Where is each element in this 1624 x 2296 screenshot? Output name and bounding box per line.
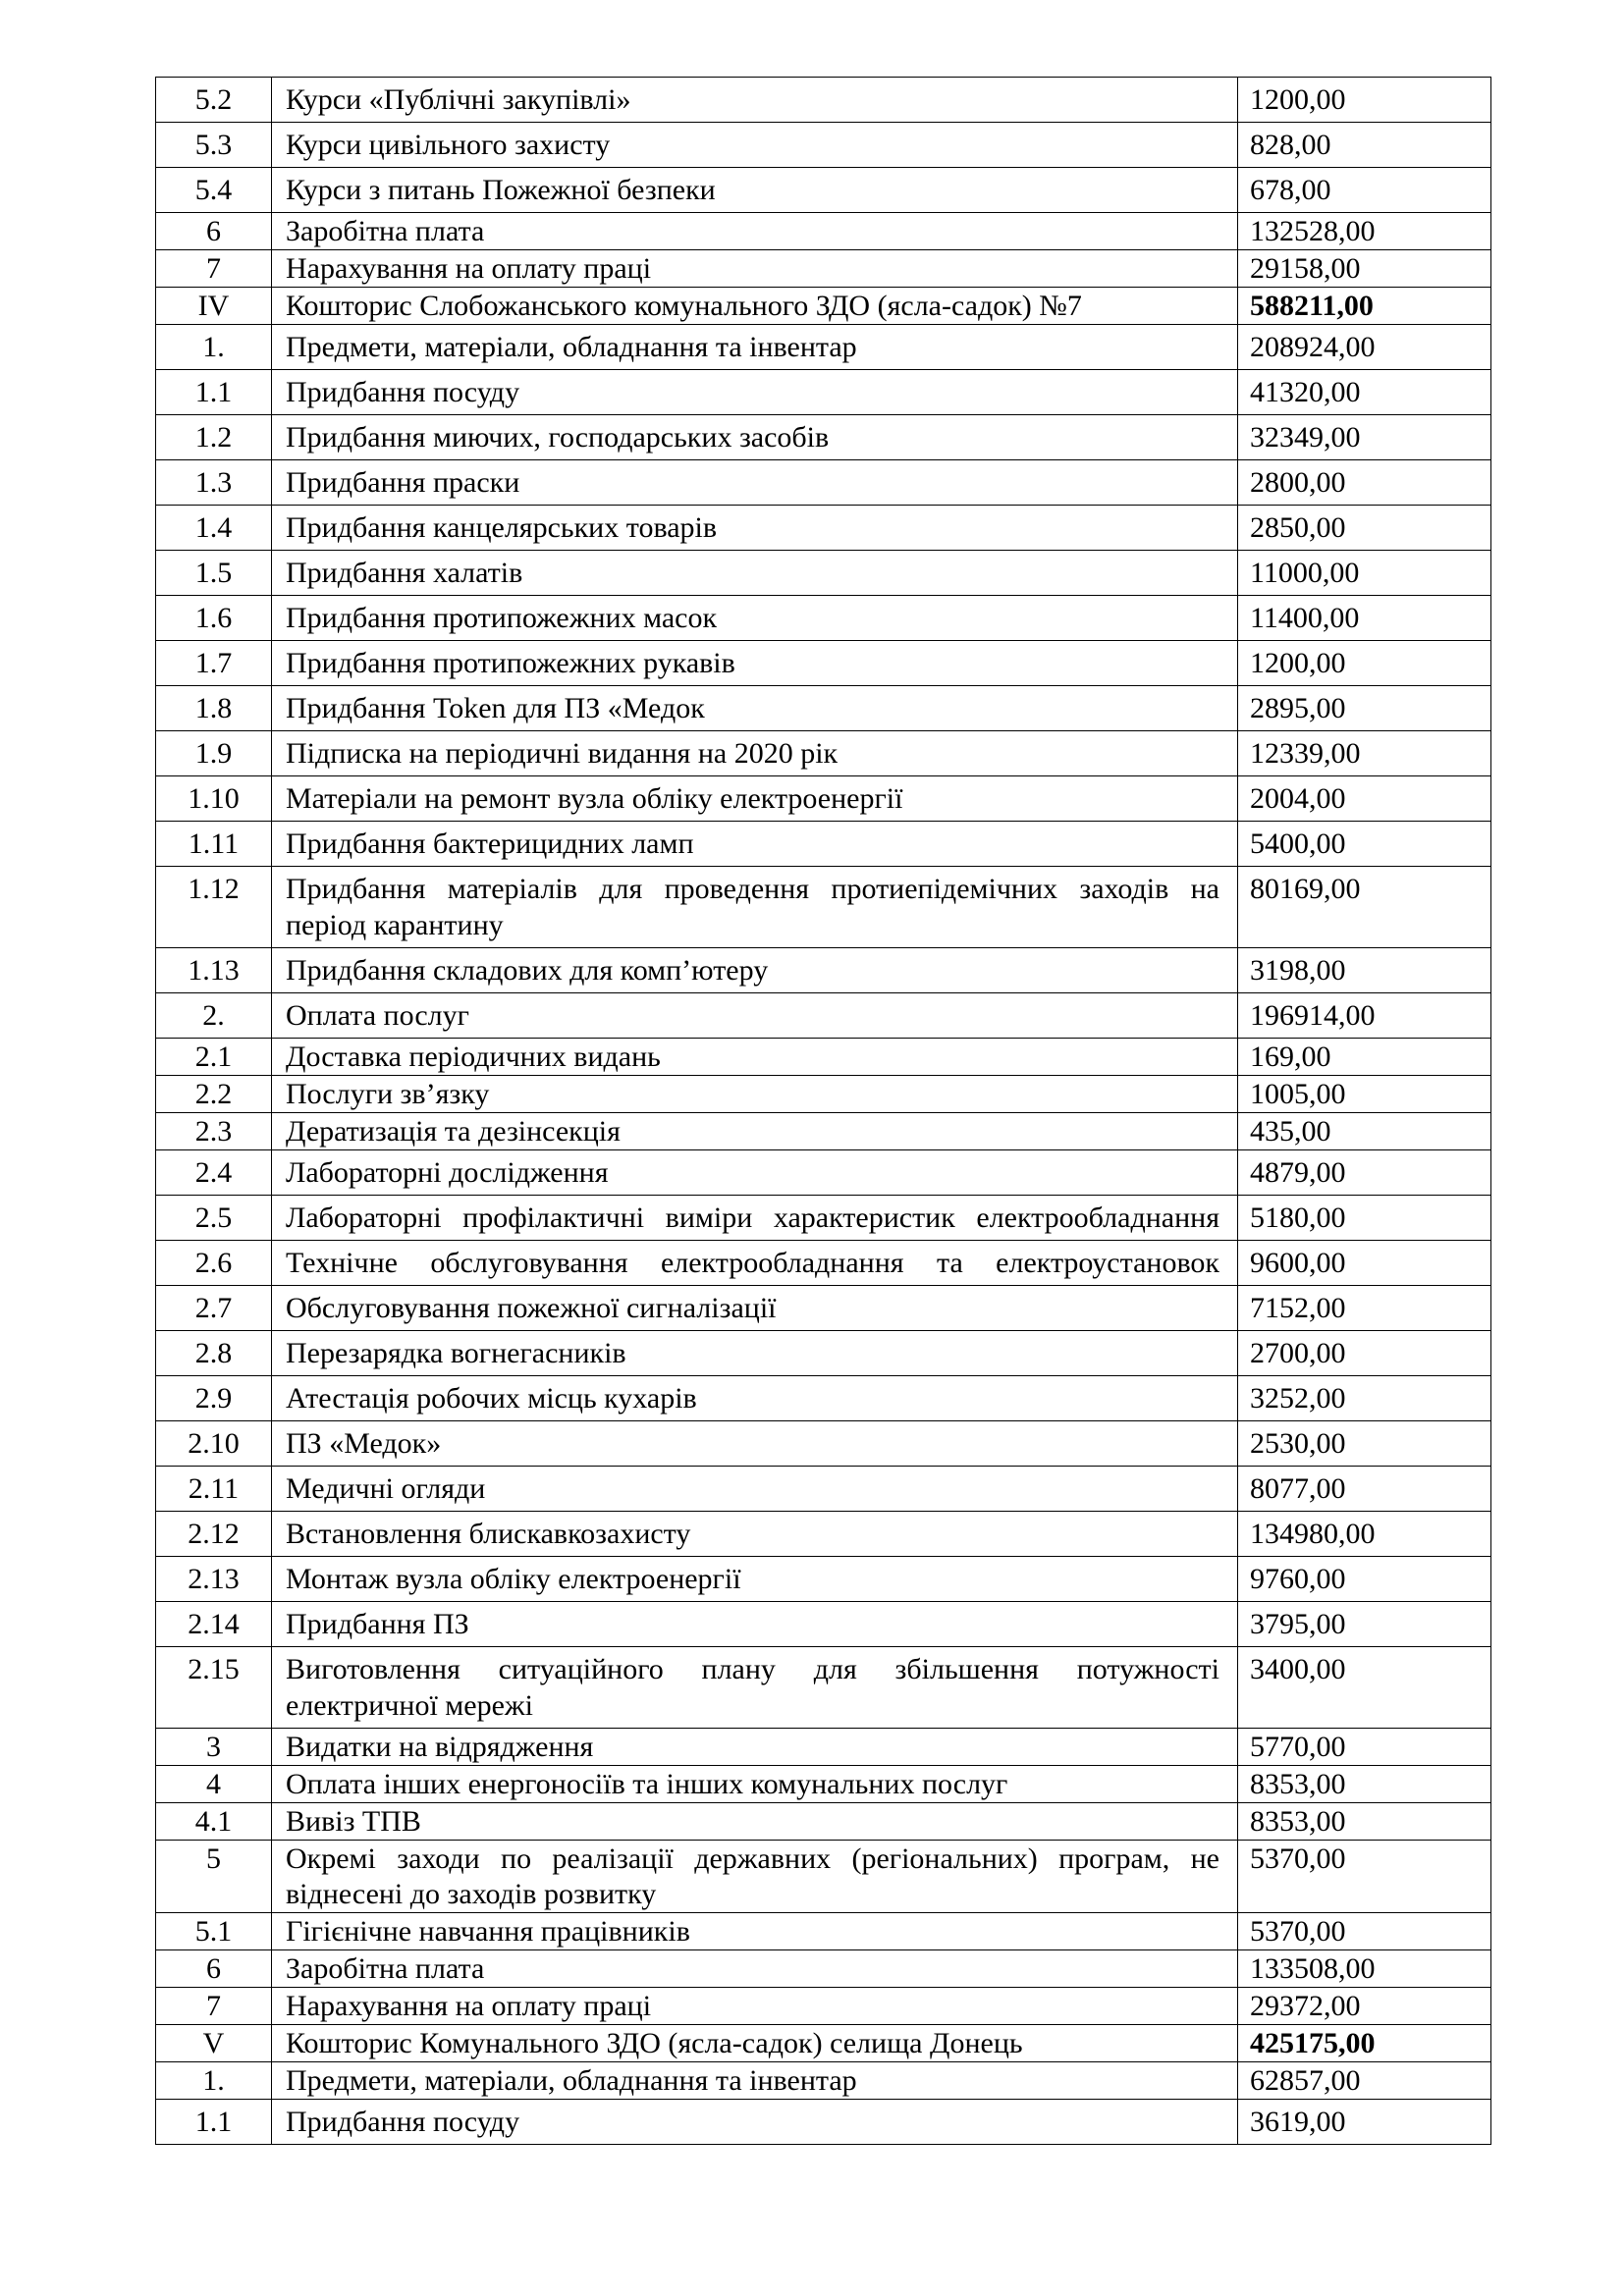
row-amount: 9600,00 [1238, 1241, 1491, 1286]
row-number: 1.13 [156, 948, 272, 993]
row-number: 2.13 [156, 1557, 272, 1602]
row-amount: 12339,00 [1238, 731, 1491, 776]
table-row [156, 415, 1491, 460]
row-item-name: Підписка на періодичні видання на 2020 рік [272, 731, 1238, 776]
budget-table-body [156, 78, 1491, 2145]
table-row [156, 2100, 1491, 2145]
row-number: 2.14 [156, 1602, 272, 1647]
row-amount: 11400,00 [1238, 596, 1491, 641]
row-amount: 2895,00 [1238, 686, 1491, 731]
table-row [156, 1913, 1491, 1950]
row-item-name: Перезарядка вогнегасників [272, 1331, 1238, 1376]
row-amount: 5370,00 [1238, 1841, 1491, 1913]
row-amount: 8077,00 [1238, 1467, 1491, 1512]
row-number: 2.10 [156, 1421, 272, 1467]
row-item-name: Придбання матеріалів для проведення протиепідемічних заходів на період карантину [272, 867, 1238, 948]
row-item-name: Виготовлення ситуаційного плану для збільшення потужності електричної мережі [272, 1647, 1238, 1729]
row-item-name: ПЗ «Медок» [272, 1421, 1238, 1467]
row-amount: 80169,00 [1238, 867, 1491, 948]
row-number: 1.10 [156, 776, 272, 822]
table-row [156, 1729, 1491, 1766]
row-amount: 2530,00 [1238, 1421, 1491, 1467]
row-item-name: Доставка періодичних видань [272, 1039, 1238, 1076]
row-item-name: Оплата інших енергоносіїв та інших комунальних послуг [272, 1766, 1238, 1803]
row-item-name: Вивіз ТПВ [272, 1803, 1238, 1841]
table-row [156, 1150, 1491, 1196]
row-amount: 5370,00 [1238, 1913, 1491, 1950]
table-row [156, 460, 1491, 506]
row-number: 1.1 [156, 370, 272, 415]
row-item-name: Курси «Публічні закупівлі» [272, 78, 1238, 123]
row-item-name: Лабораторні профілактичні виміри характеристик електрообладнання [272, 1196, 1238, 1241]
row-item-name: Придбання посуду [272, 2100, 1238, 2145]
row-number: 2.1 [156, 1039, 272, 1076]
row-item-name: Придбання посуду [272, 370, 1238, 415]
budget-document-page [155, 77, 1490, 2145]
table-row [156, 1421, 1491, 1467]
row-amount: 828,00 [1238, 123, 1491, 168]
row-number: 2.8 [156, 1331, 272, 1376]
table-row [156, 1602, 1491, 1647]
row-number: 1.9 [156, 731, 272, 776]
row-item-name: Послуги зв’язку [272, 1076, 1238, 1113]
row-number: 2.12 [156, 1512, 272, 1557]
row-number: 2.7 [156, 1286, 272, 1331]
row-number: 7 [156, 250, 272, 288]
row-number: 2.4 [156, 1150, 272, 1196]
row-amount: 3400,00 [1238, 1647, 1491, 1729]
row-amount: 11000,00 [1238, 551, 1491, 596]
row-number: 1.1 [156, 2100, 272, 2145]
row-item-name: Оплата послуг [272, 993, 1238, 1039]
row-amount: 41320,00 [1238, 370, 1491, 415]
table-row [156, 948, 1491, 993]
table-row [156, 993, 1491, 1039]
row-item-name: Гігієнічне навчання працівників [272, 1913, 1238, 1950]
row-item-name: Придбання халатів [272, 551, 1238, 596]
row-amount: 208924,00 [1238, 325, 1491, 370]
row-amount: 3795,00 [1238, 1602, 1491, 1647]
table-row [156, 1467, 1491, 1512]
row-amount: 29158,00 [1238, 250, 1491, 288]
row-number: 1.3 [156, 460, 272, 506]
table-row [156, 731, 1491, 776]
row-item-name: Придбання ПЗ [272, 1602, 1238, 1647]
row-amount: 32349,00 [1238, 415, 1491, 460]
row-number: 2.5 [156, 1196, 272, 1241]
table-row [156, 1113, 1491, 1150]
row-number: 6 [156, 1950, 272, 1988]
row-item-name: Придбання миючих, господарських засобів [272, 415, 1238, 460]
row-amount: 9760,00 [1238, 1557, 1491, 1602]
row-item-name: Заробітна плата [272, 213, 1238, 250]
row-number: 4 [156, 1766, 272, 1803]
table-row [156, 1512, 1491, 1557]
row-number: 7 [156, 1988, 272, 2025]
row-number: 5.2 [156, 78, 272, 123]
row-amount: 132528,00 [1238, 213, 1491, 250]
table-row [156, 506, 1491, 551]
row-number: 5.1 [156, 1913, 272, 1950]
row-number: IV [156, 288, 272, 325]
row-item-name: Курси цивільного захисту [272, 123, 1238, 168]
row-item-name: Придбання Token для ПЗ «Медок [272, 686, 1238, 731]
row-number: V [156, 2025, 272, 2062]
row-item-name: Окремі заходи по реалізації державних (регіональних) програм, не віднесені до заходів розвитку [272, 1841, 1238, 1913]
row-number: 2.3 [156, 1113, 272, 1150]
row-amount: 588211,00 [1238, 288, 1491, 325]
row-item-name: Кошторис Комунального ЗДО (ясла-садок) селища Донець [272, 2025, 1238, 2062]
row-number: 2.15 [156, 1647, 272, 1729]
row-amount: 5770,00 [1238, 1729, 1491, 1766]
table-row [156, 1286, 1491, 1331]
row-number: 6 [156, 213, 272, 250]
row-item-name: Придбання канцелярських товарів [272, 506, 1238, 551]
row-number: 1.11 [156, 822, 272, 867]
table-row [156, 641, 1491, 686]
row-number: 3 [156, 1729, 272, 1766]
row-number: 5.3 [156, 123, 272, 168]
row-item-name: Встановлення блискавкозахисту [272, 1512, 1238, 1557]
row-amount: 2850,00 [1238, 506, 1491, 551]
row-item-name: Придбання праски [272, 460, 1238, 506]
table-row [156, 1950, 1491, 1988]
table-row [156, 78, 1491, 123]
table-row [156, 1766, 1491, 1803]
table-row [156, 1841, 1491, 1913]
row-item-name: Технічне обслуговування електрообладнання та електроустановок [272, 1241, 1238, 1286]
table-row [156, 1376, 1491, 1421]
row-number: 1.2 [156, 415, 272, 460]
table-row [156, 822, 1491, 867]
row-item-name: Предмети, матеріали, обладнання та інвентар [272, 2062, 1238, 2100]
row-number: 4.1 [156, 1803, 272, 1841]
row-item-name: Курси з питань Пожежної безпеки [272, 168, 1238, 213]
row-amount: 4879,00 [1238, 1150, 1491, 1196]
row-item-name: Видатки на відрядження [272, 1729, 1238, 1766]
row-amount: 196914,00 [1238, 993, 1491, 1039]
row-item-name: Матеріали на ремонт вузла обліку електроенергії [272, 776, 1238, 822]
row-number: 1.4 [156, 506, 272, 551]
row-amount: 133508,00 [1238, 1950, 1491, 1988]
row-item-name: Монтаж вузла обліку електроенергії [272, 1557, 1238, 1602]
row-amount: 3198,00 [1238, 948, 1491, 993]
table-row [156, 867, 1491, 948]
row-item-name: Придбання складових для комп’ютеру [272, 948, 1238, 993]
table-row [156, 370, 1491, 415]
row-amount: 5180,00 [1238, 1196, 1491, 1241]
row-number: 5 [156, 1841, 272, 1913]
table-row [156, 1039, 1491, 1076]
row-item-name: Атестація робочих місць кухарів [272, 1376, 1238, 1421]
row-amount: 3619,00 [1238, 2100, 1491, 2145]
table-row [156, 1076, 1491, 1113]
row-number: 2.6 [156, 1241, 272, 1286]
table-row [156, 325, 1491, 370]
table-row [156, 213, 1491, 250]
row-amount: 2004,00 [1238, 776, 1491, 822]
row-number: 1. [156, 325, 272, 370]
table-row-section-total [156, 2025, 1491, 2062]
table-row [156, 1331, 1491, 1376]
table-row [156, 1557, 1491, 1602]
row-amount: 678,00 [1238, 168, 1491, 213]
row-item-name: Заробітна плата [272, 1950, 1238, 1988]
row-amount: 2800,00 [1238, 460, 1491, 506]
table-row [156, 123, 1491, 168]
row-number: 1.12 [156, 867, 272, 948]
row-amount: 169,00 [1238, 1039, 1491, 1076]
row-number: 2.9 [156, 1376, 272, 1421]
row-number: 1.5 [156, 551, 272, 596]
row-number: 1. [156, 2062, 272, 2100]
table-row [156, 1803, 1491, 1841]
row-amount: 134980,00 [1238, 1512, 1491, 1557]
table-row [156, 168, 1491, 213]
row-item-name: Медичні огляди [272, 1467, 1238, 1512]
table-row [156, 551, 1491, 596]
table-row [156, 2062, 1491, 2100]
table-row-section-total [156, 288, 1491, 325]
table-row [156, 1196, 1491, 1241]
row-number: 1.8 [156, 686, 272, 731]
row-amount: 1200,00 [1238, 78, 1491, 123]
table-row [156, 596, 1491, 641]
row-number: 2.2 [156, 1076, 272, 1113]
row-amount: 8353,00 [1238, 1803, 1491, 1841]
row-number: 1.7 [156, 641, 272, 686]
row-item-name: Нарахування на оплату праці [272, 250, 1238, 288]
row-amount: 425175,00 [1238, 2025, 1491, 2062]
row-number: 2. [156, 993, 272, 1039]
table-row [156, 250, 1491, 288]
row-amount: 1200,00 [1238, 641, 1491, 686]
row-amount: 2700,00 [1238, 1331, 1491, 1376]
table-row [156, 1988, 1491, 2025]
row-amount: 3252,00 [1238, 1376, 1491, 1421]
row-amount: 8353,00 [1238, 1766, 1491, 1803]
row-item-name: Кошторис Слобожанського комунального ЗДО (ясла-садок) №7 [272, 288, 1238, 325]
table-row [156, 686, 1491, 731]
row-number: 5.4 [156, 168, 272, 213]
row-item-name: Обслуговування пожежної сигналізації [272, 1286, 1238, 1331]
table-row [156, 776, 1491, 822]
row-item-name: Предмети, матеріали, обладнання та інвентар [272, 325, 1238, 370]
row-number: 2.11 [156, 1467, 272, 1512]
row-amount: 29372,00 [1238, 1988, 1491, 2025]
row-item-name: Дератизація та дезінсекція [272, 1113, 1238, 1150]
row-item-name: Нарахування на оплату праці [272, 1988, 1238, 2025]
row-amount: 1005,00 [1238, 1076, 1491, 1113]
row-amount: 435,00 [1238, 1113, 1491, 1150]
budget-table [155, 77, 1491, 2145]
row-item-name: Придбання бактерицидних ламп [272, 822, 1238, 867]
row-amount: 7152,00 [1238, 1286, 1491, 1331]
row-item-name: Лабораторні дослідження [272, 1150, 1238, 1196]
row-item-name: Придбання протипожежних масок [272, 596, 1238, 641]
table-row [156, 1241, 1491, 1286]
row-number: 1.6 [156, 596, 272, 641]
row-item-name: Придбання протипожежних рукавів [272, 641, 1238, 686]
row-amount: 62857,00 [1238, 2062, 1491, 2100]
table-row [156, 1647, 1491, 1729]
row-amount: 5400,00 [1238, 822, 1491, 867]
